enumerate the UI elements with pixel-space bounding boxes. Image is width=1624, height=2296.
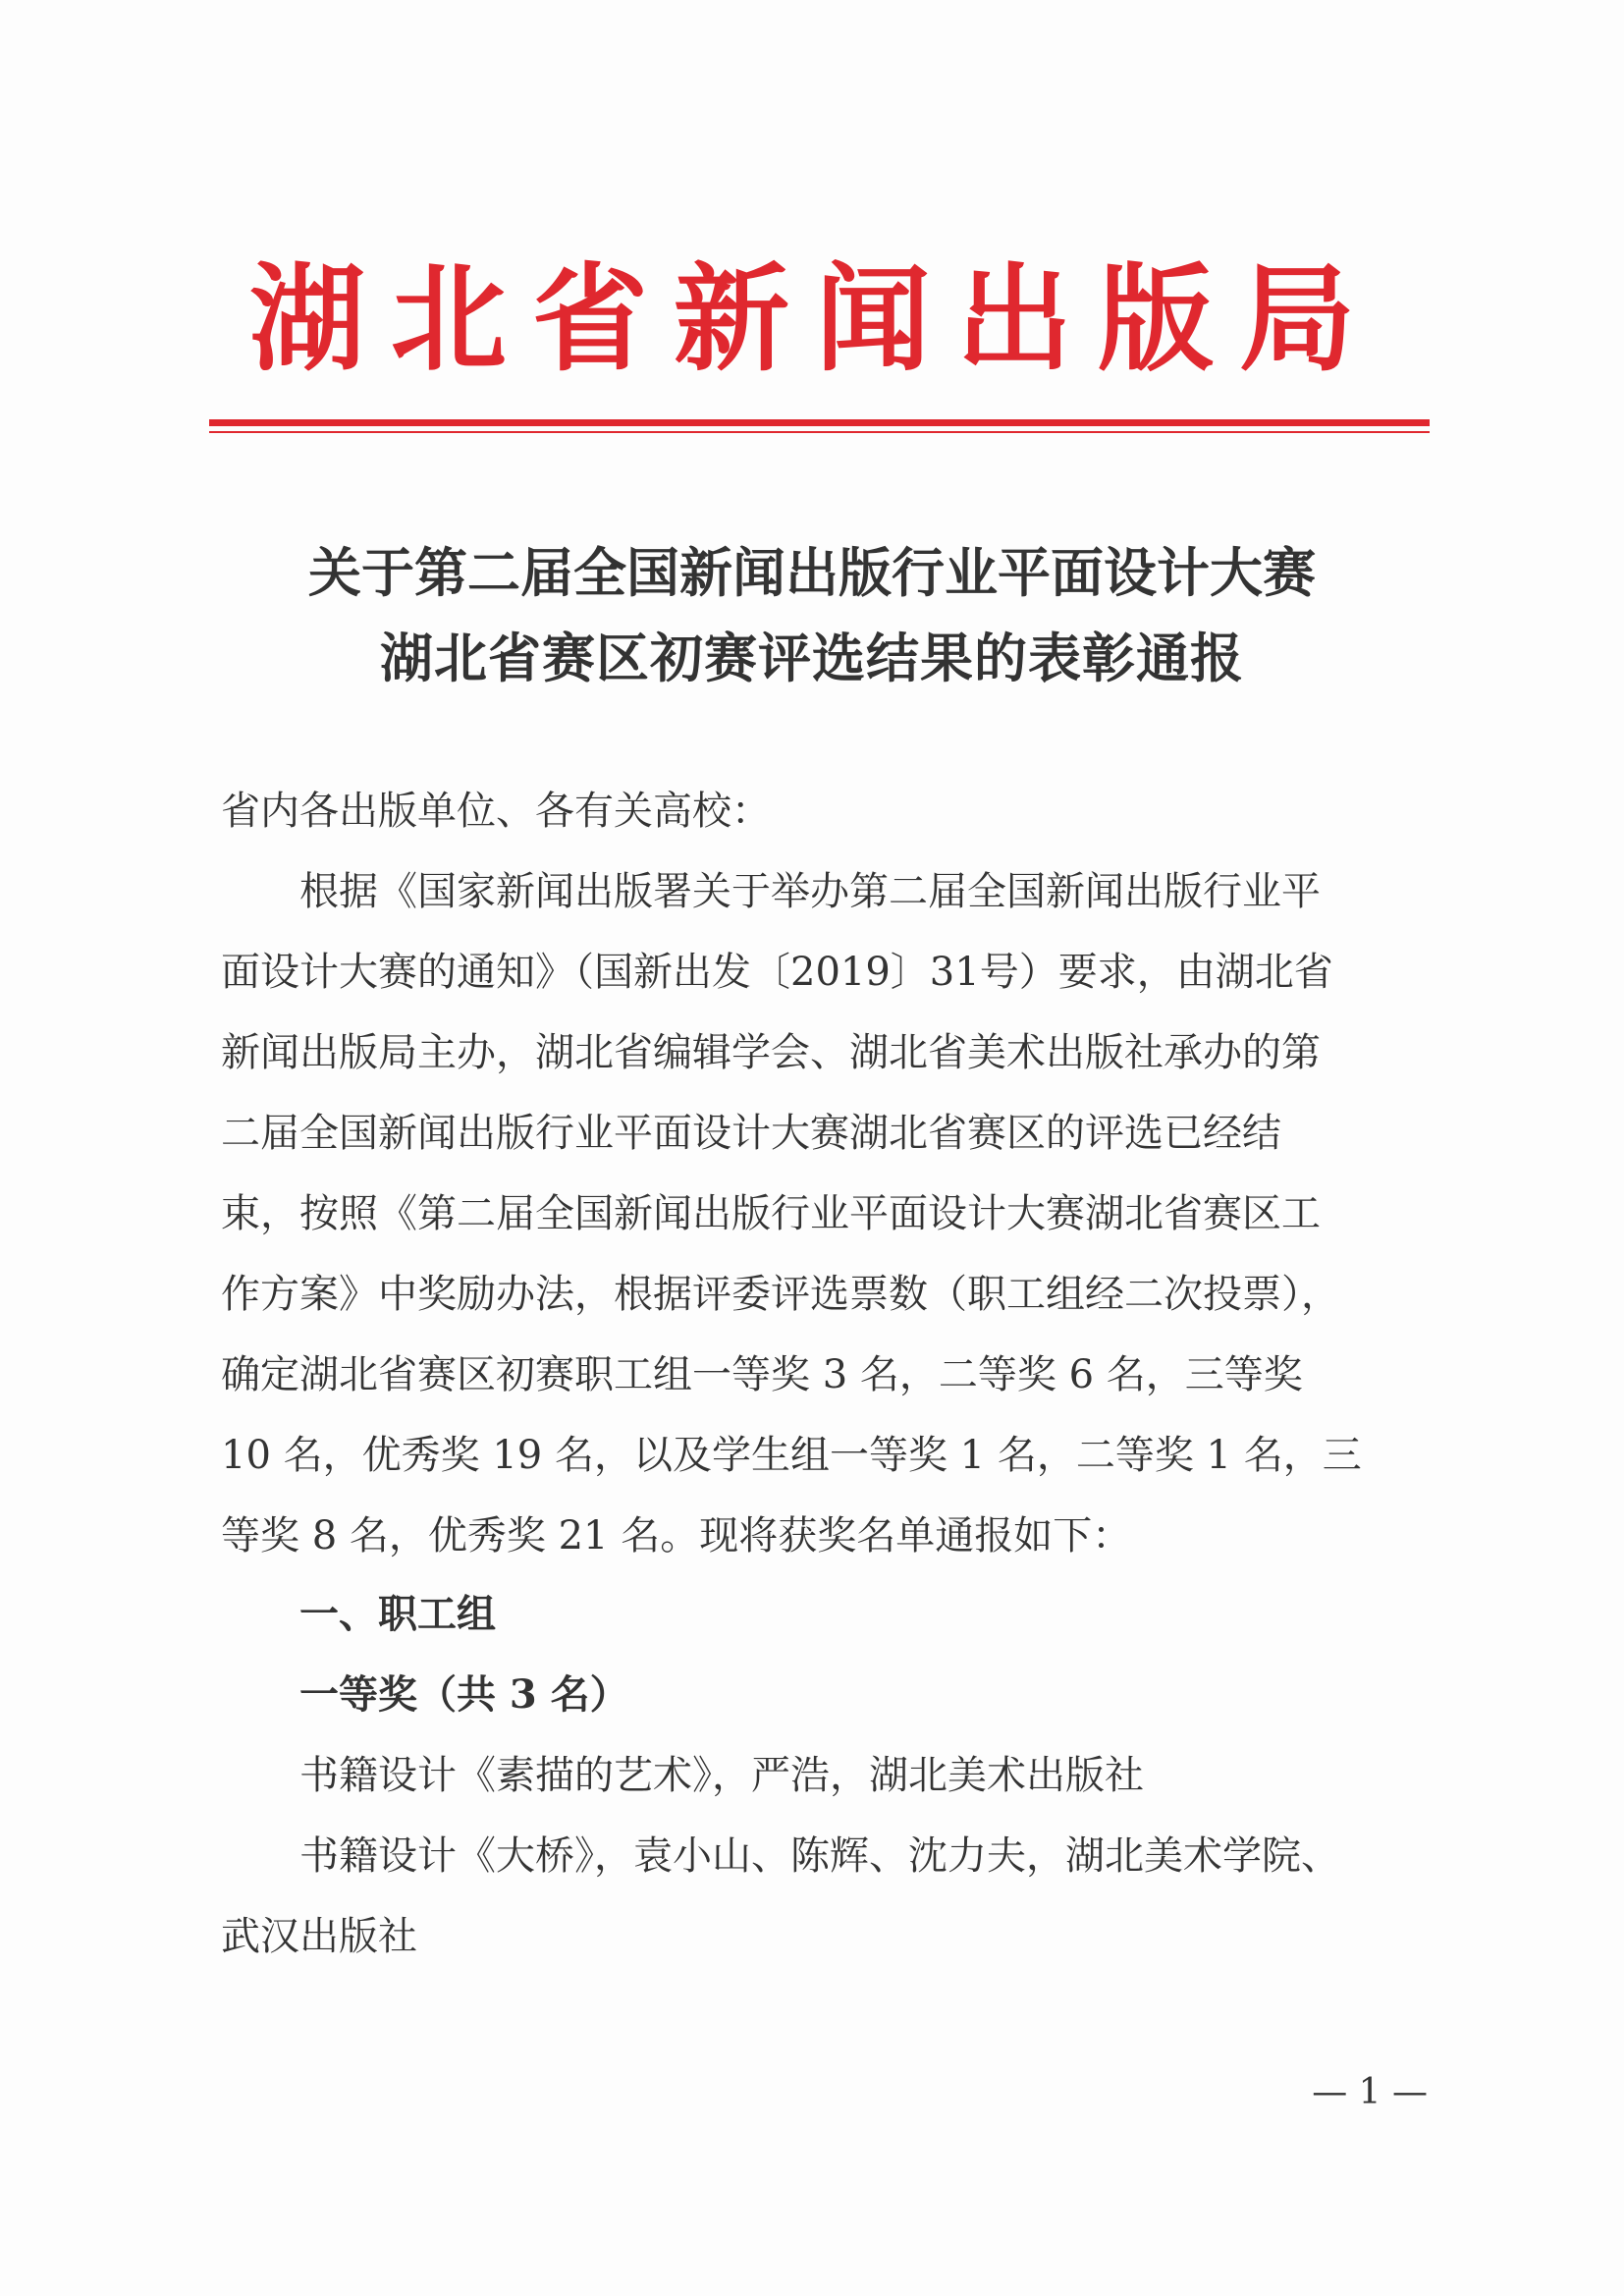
masthead-rule-thin [209, 431, 1430, 433]
award-entry: 书籍设计《大桥》，袁小山、陈辉、沈力夫，湖北美术学院、 [299, 1833, 1340, 1879]
body-line: 作方案》中奖励办法，根据评委评选票数（职工组经二次投票）， [221, 1272, 1340, 1317]
body-line: 二届全国新闻出版行业平面设计大赛湖北省赛区的评选已经结 [221, 1111, 1281, 1156]
body-line: 等奖 8 名，优秀奖 21 名。现将获奖名单通报如下： [221, 1513, 1132, 1558]
award-entry: 武汉出版社 [221, 1914, 417, 1959]
document-title-line-1: 关于第二届全国新闻出版行业平面设计大赛 [308, 541, 1316, 604]
award-entry: 书籍设计《素描的艺术》，严浩，湖北美术出版社 [299, 1753, 1144, 1798]
body-line: 确定湖北省赛区初赛职工组一等奖 3 名，二等奖 6 名，三等奖 [221, 1352, 1303, 1397]
body-line: 新闻出版局主办，湖北省编辑学会、湖北省美术出版社承办的第 [221, 1030, 1321, 1075]
body-line: 面设计大赛的通知》（国新出发〔2019〕31号）要求，由湖北省 [221, 950, 1333, 995]
page-number: — 1 — [1312, 2072, 1428, 2112]
document-title-line-2: 湖北省赛区初赛评选结果的表彰通报 [380, 627, 1244, 689]
section-heading: 一、职工组 [299, 1591, 496, 1637]
agency-masthead: 湖北省新闻出版局 [248, 251, 1380, 387]
salutation: 省内各出版单位、各有关高校： [221, 789, 771, 834]
body-line: 10 名，优秀奖 19 名，以及学生组一等奖 1 名，二等奖 1 名，三 [221, 1433, 1362, 1478]
masthead-rule-thick [209, 419, 1430, 426]
body-line: 根据《国家新闻出版署关于举办第二届全国新闻出版行业平 [299, 869, 1321, 914]
award-heading: 一等奖（共 3 名） [299, 1671, 629, 1718]
body-line: 束，按照《第二届全国新闻出版行业平面设计大赛湖北省赛区工 [221, 1191, 1321, 1236]
